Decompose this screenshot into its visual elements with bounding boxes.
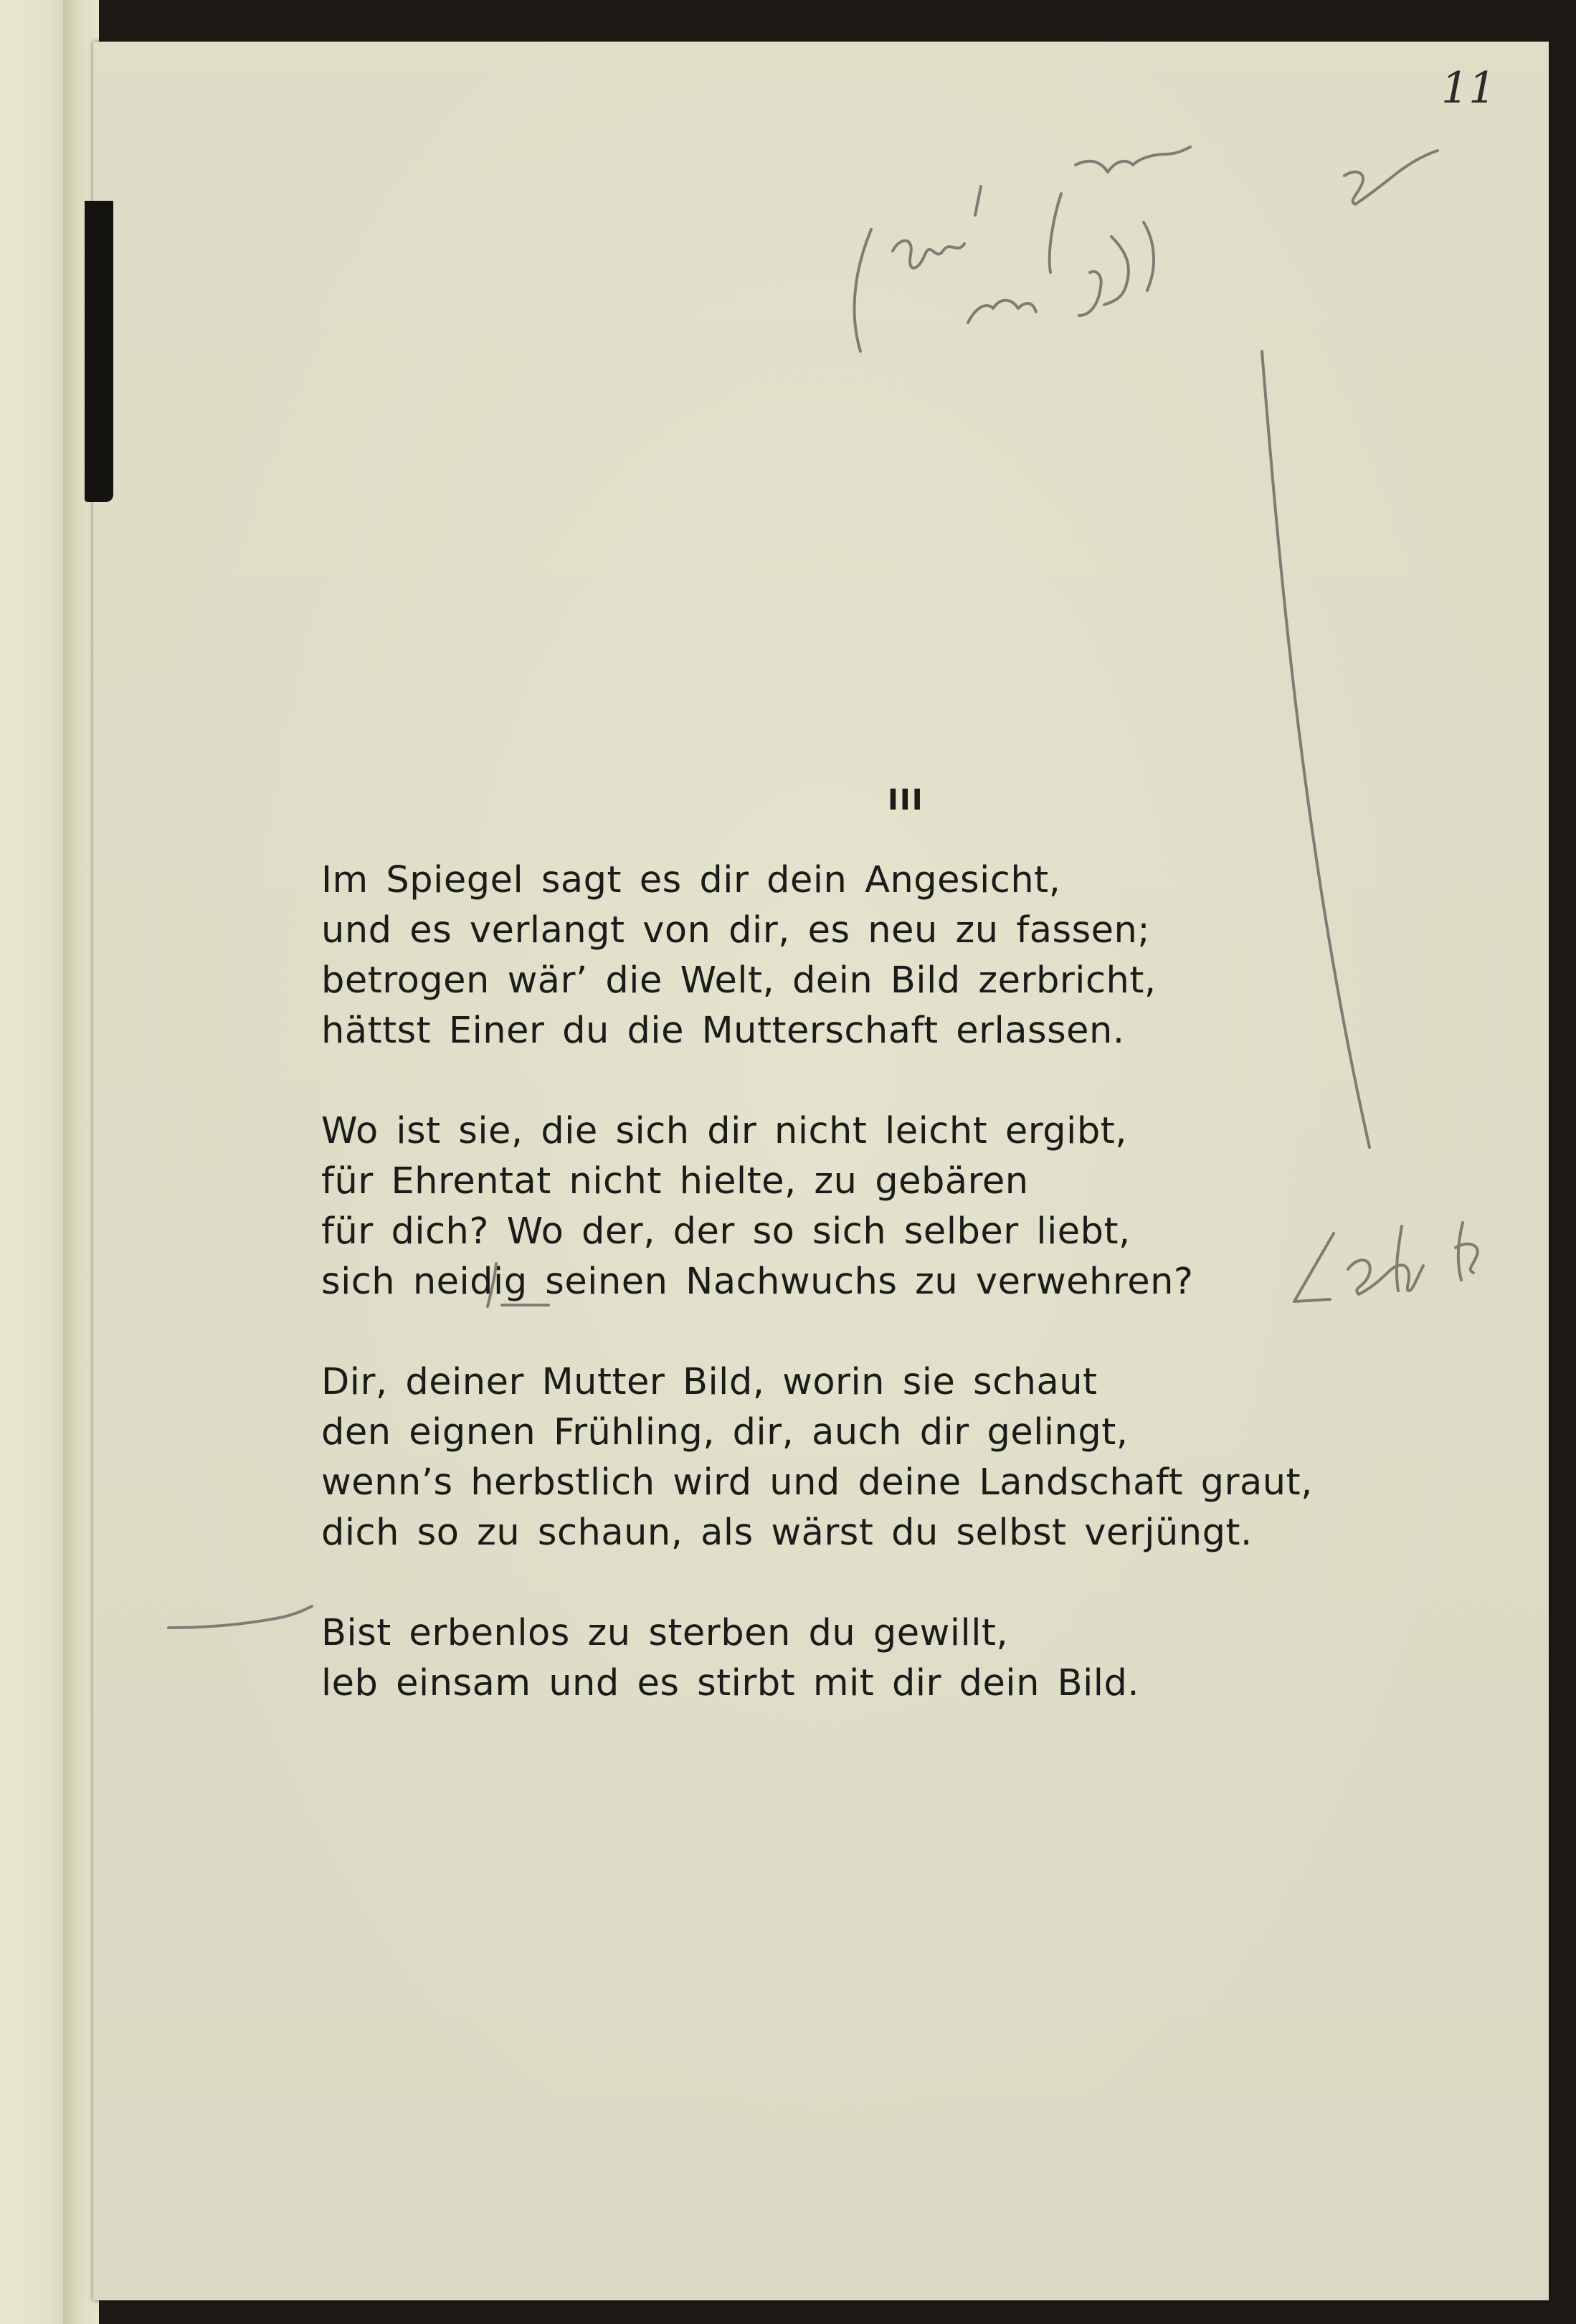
stanza-3 — [321, 1357, 1468, 1558]
stanza-2 — [321, 1106, 1468, 1307]
poem-line: für Ehrentat nicht hielte, zu gebären — [321, 1160, 1029, 1203]
torn-page-shadow — [85, 201, 113, 502]
poem-line: hättst Einer du die Mutterschaft erlassen. — [321, 1010, 1125, 1052]
poem-line: betrogen wär’ die Welt, dein Bild zerbricht, — [321, 959, 1157, 1002]
poem-line: Wo ist sie, die sich dir nicht leicht ergibt, — [321, 1110, 1127, 1152]
poem-line: den eignen Frühling, dir, auch dir gelingt, — [321, 1411, 1129, 1453]
poem-line: Im Spiegel sagt es dir dein Angesicht, — [321, 859, 1061, 901]
poem-line: wenn’s herbstlich wird und deine Landschaft graut, — [321, 1461, 1313, 1504]
poem-line: und es verlangt von dir, es neu zu fassen; — [321, 909, 1151, 952]
poem-line: leb einsam und es stirbt mit dir dein Bild. — [321, 1662, 1140, 1704]
poem-line: dich so zu schaun, als wärst du selbst verjüngt. — [321, 1512, 1253, 1554]
stanza-1 — [321, 855, 1468, 1056]
book-page — [93, 42, 1549, 2300]
poem-line: sich neidig seinen Nachwuchs zu verwehren? — [321, 1261, 1194, 1303]
section-heading: III — [888, 784, 924, 817]
poem-line: Bist erbenlos zu sterben du gewillt, — [321, 1612, 1009, 1654]
adjacent-page-edge — [0, 0, 65, 2324]
handwritten-page-number: 11 — [1441, 63, 1496, 113]
poem-line: für dich? Wo der, der so sich selber liebt, — [321, 1210, 1131, 1253]
stanza-4 — [321, 1608, 1468, 1709]
poem-line: Dir, deiner Mutter Bild, worin sie schaut — [321, 1361, 1098, 1403]
